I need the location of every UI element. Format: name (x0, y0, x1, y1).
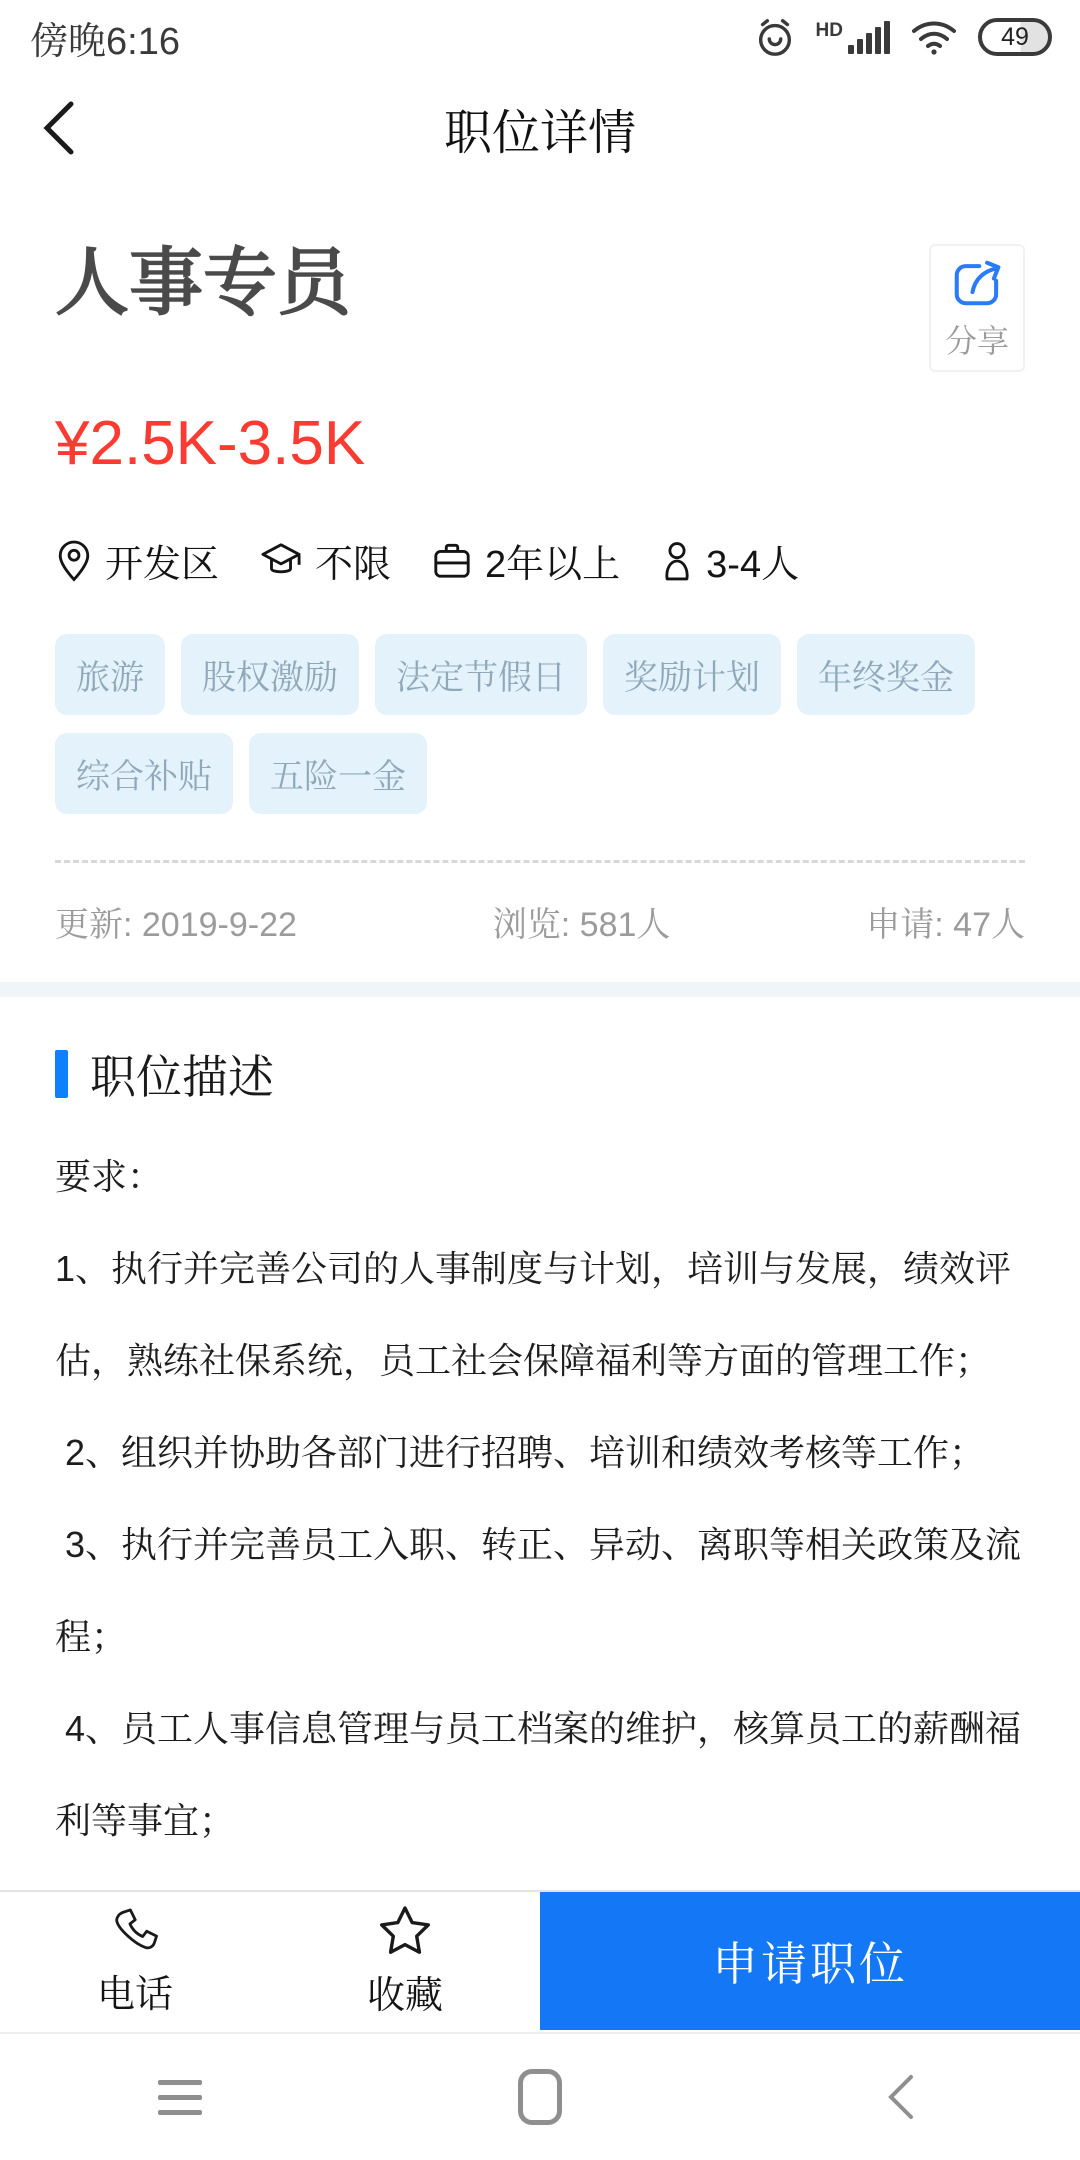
header (0, 64, 1080, 192)
description-paragraph: 2、组织并协助各部门进行招聘、培训和绩效考核等工作； (55, 1432, 986, 1473)
experience-text: 2年以上 (485, 544, 621, 586)
nav-back-icon (885, 2073, 915, 2121)
tag: 年终奖金 (797, 634, 975, 715)
nav-menu-button[interactable] (0, 2080, 360, 2115)
application-count: 申请: 47人 (866, 906, 1025, 944)
back-button[interactable] (38, 97, 90, 159)
info-location (55, 533, 219, 588)
job-card (0, 240, 1080, 982)
description-paragraph: 4、员工人事信息管理与员工档案的维护，核算员工的薪酬福利等事宜； (55, 1708, 1022, 1841)
location-text: 开发区 (105, 544, 220, 586)
phone-button[interactable] (0, 1892, 270, 2030)
favorite-label: 收藏 (366, 1974, 443, 2017)
tag: 股权激励 (181, 634, 359, 715)
phone-label: 电话 (96, 1973, 173, 2016)
status-time: 傍晚6:16 (30, 20, 180, 63)
nav-back-button[interactable] (720, 2073, 1080, 2121)
battery-icon: 49 (978, 18, 1052, 56)
apply-button[interactable]: 申请职位 (540, 1892, 1080, 2030)
signal-icon (816, 21, 890, 54)
share-label: 分享 (944, 323, 1009, 359)
alarm-icon (754, 16, 796, 58)
tag: 五险一金 (249, 733, 427, 814)
share-button[interactable] (929, 244, 1025, 372)
tag: 法定节假日 (375, 634, 587, 715)
description-paragraph: 1、执行并完善公司的人事制度与计划，培训与发展，绩效评估，熟练社保系统，员工社会保障福利等方面的管理工作； (55, 1248, 1012, 1381)
phone-icon (109, 1905, 161, 1957)
tag: 奖励计划 (603, 634, 781, 715)
info-experience (431, 533, 620, 588)
page-title: 职位详情 (443, 106, 636, 160)
info-education (259, 533, 391, 588)
education-text: 不限 (315, 544, 392, 586)
description-text (55, 1131, 1025, 1959)
description-paragraph: 要求： (55, 1156, 164, 1197)
share-icon (950, 256, 1004, 310)
star-icon (377, 1904, 433, 1958)
section-accent-bar (55, 1050, 68, 1098)
bottom-action-bar (0, 1890, 1080, 2030)
status-icons (754, 16, 1052, 58)
tag: 旅游 (55, 634, 165, 715)
description-paragraph: 3、执行并完善员工入职、转正、异动、离职等相关政策及流程； (55, 1524, 1022, 1657)
wifi-icon (910, 18, 958, 56)
tag: 综合补贴 (55, 733, 233, 814)
job-meta-row (55, 863, 1025, 982)
job-description-section (0, 997, 1080, 1959)
section-title: 职位描述 (90, 1051, 274, 1103)
hd-badge: HD (815, 19, 843, 41)
section-separator (0, 982, 1080, 997)
system-nav-bar (0, 2032, 1080, 2160)
favorite-button[interactable] (270, 1892, 540, 2030)
education-cap-icon (259, 541, 303, 581)
salary: ¥2.5K-3.5K (55, 409, 366, 478)
job-title: 人事专员 (55, 241, 351, 324)
headcount-text: 3-4人 (706, 544, 800, 586)
person-icon (660, 540, 694, 582)
view-count: 浏览: 581人 (492, 906, 671, 944)
home-icon (518, 2069, 562, 2125)
nav-home-button[interactable] (360, 2069, 720, 2125)
back-chevron-icon (38, 98, 80, 158)
location-pin-icon (55, 539, 93, 583)
status-bar (0, 0, 1080, 64)
benefit-tags (55, 634, 1025, 814)
menu-icon (158, 2080, 202, 2115)
info-headcount (660, 533, 799, 588)
updated-date: 更新: 2019-9-22 (55, 906, 297, 944)
job-info-row (55, 533, 1025, 588)
briefcase-icon (431, 541, 473, 581)
